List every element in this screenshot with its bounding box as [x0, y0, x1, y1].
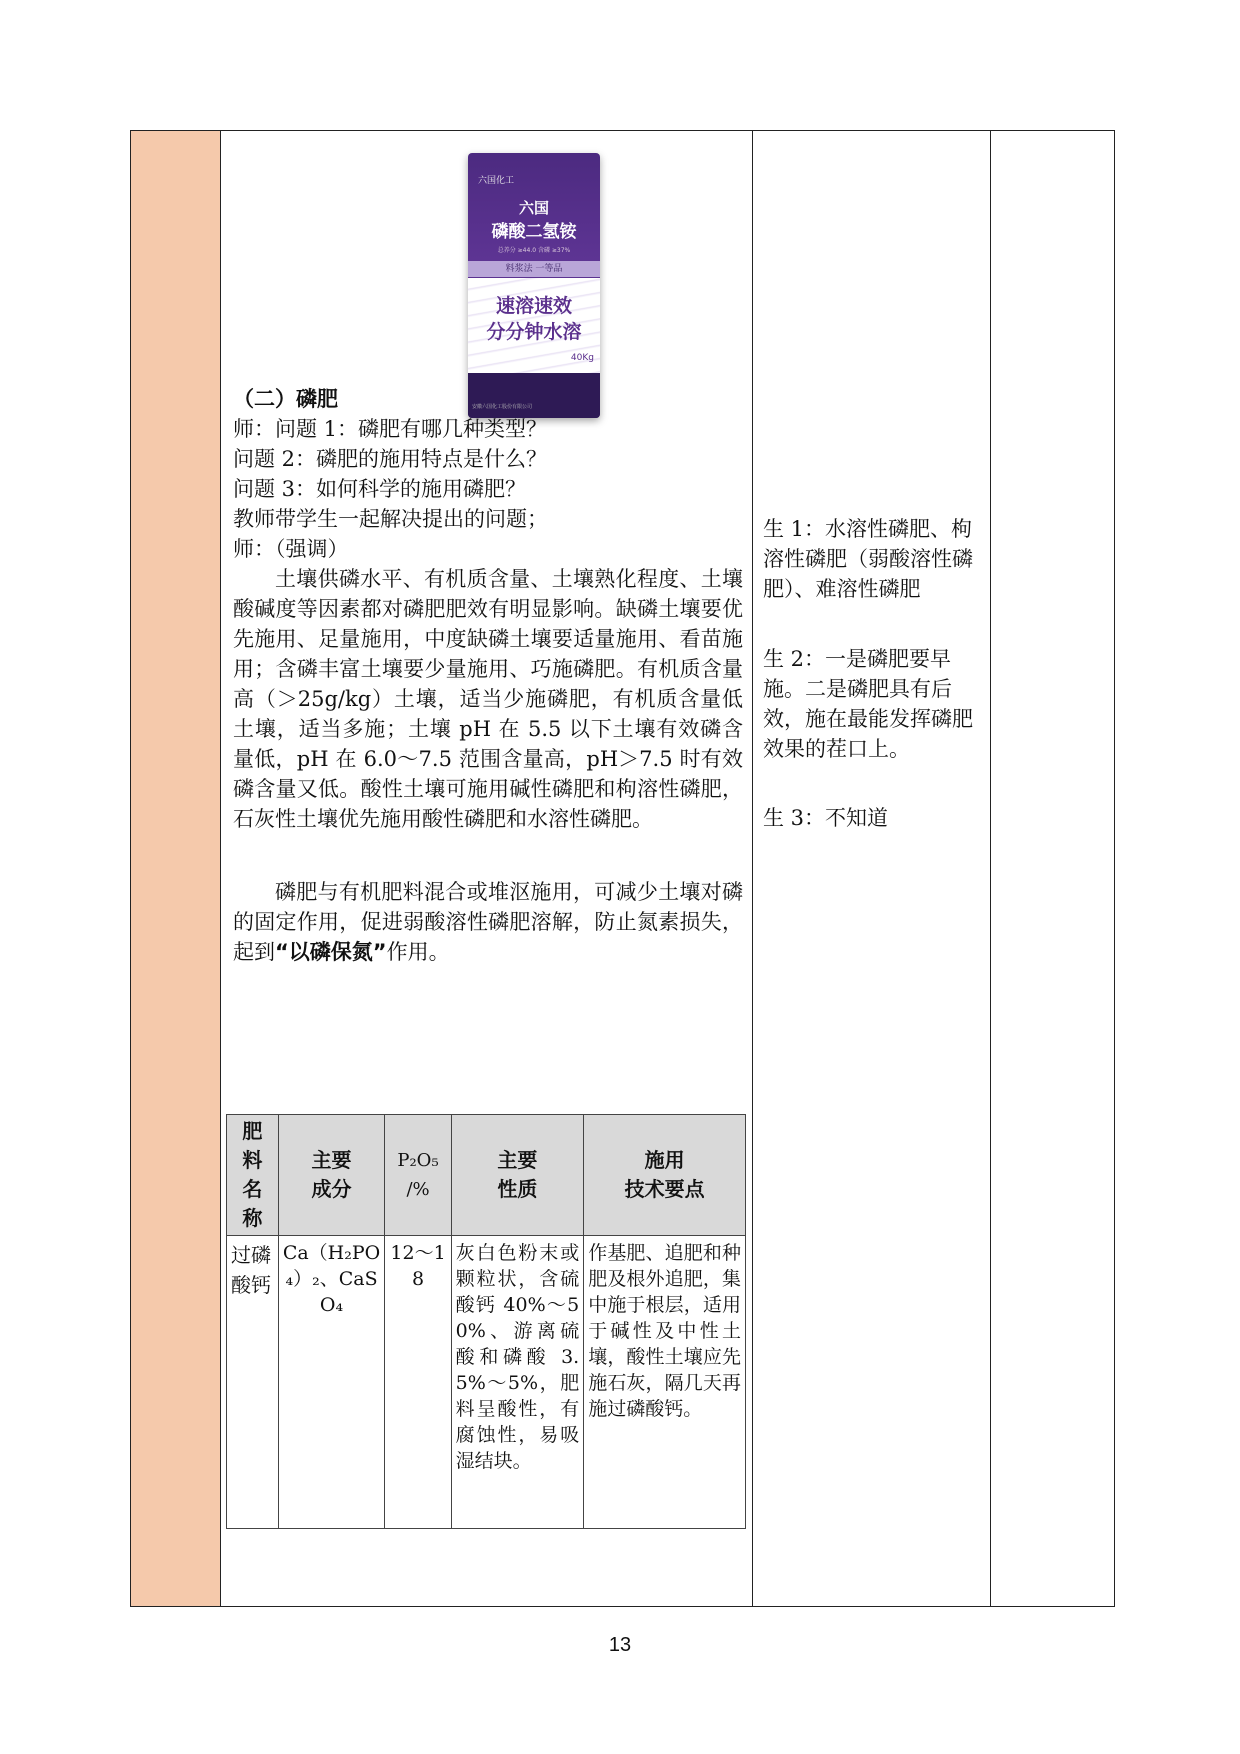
header-fertilizer-name: 肥 料 名 称: [227, 1115, 279, 1236]
emphasis-paragraph-2: [233, 877, 743, 967]
side-color-column: [131, 131, 221, 1606]
question-2: 问题 2：磷肥的施用特点是什么？: [233, 447, 548, 471]
fertilizer-table: [226, 1114, 746, 1529]
header-main-property: 主要 性质: [451, 1115, 584, 1236]
cell-name: 过磷酸钙: [227, 1236, 279, 1529]
question-1: 师：问题 1：磷肥有哪几种类型？: [233, 417, 548, 441]
package-weight: 40Kg: [570, 353, 594, 363]
section-heading: （二）磷肥: [233, 387, 338, 411]
package-brand: 六国: [518, 199, 549, 217]
teacher-activity-column: [221, 131, 753, 1606]
para2-emphasis: “以磷保氮”: [275, 940, 387, 964]
question-3: 问题 3：如何科学的施用磷肥？: [233, 477, 527, 501]
header-main-component: 主要 成分: [278, 1115, 385, 1236]
package-spec: 总养分 ≥44.0 含磷 ≥37%: [497, 247, 571, 254]
cell-technique: 作基肥、追肥和种肥及根外追肥，集中施于根层，适用于碱性及中性土壤，酸性土壤应先施石灰，隔几天再施过磷酸钙。: [584, 1236, 746, 1529]
header-technique: 施用 技术要点: [584, 1115, 746, 1236]
teacher-lead: 教师带学生一起解决提出的问题；: [233, 507, 548, 531]
teacher-emphasis-label: 师：（强调）: [233, 537, 349, 561]
para2-tail: 作用。: [386, 940, 450, 964]
design-intent-column: [991, 131, 1114, 1606]
cell-component: Ca（H₂PO₄）₂、CaSO₄: [278, 1236, 385, 1529]
page-number: 13: [608, 1634, 632, 1656]
package-slogan-2: 分分钟水溶: [486, 321, 582, 343]
table-row: [227, 1236, 746, 1529]
cell-p2o5: 12～18: [385, 1236, 451, 1529]
student-activity-column: [753, 131, 991, 1606]
para2-text: 磷肥与有机肥料混合或堆沤施用，可减少土壤对磷的固定作用，促进弱酸溶性磷肥溶解，防止氮素损失，起到: [233, 880, 743, 964]
header-p2o5: P₂O₅ /%: [385, 1115, 451, 1236]
student-answer-1: 生 1：水溶性磷肥、枸溶性磷肥（弱酸溶性磷肥）、难溶性磷肥: [763, 517, 973, 601]
fertilizer-package-image: [468, 153, 600, 418]
package-maker: 六国化工: [478, 176, 515, 186]
package-slogan-1: 速溶速效: [495, 295, 572, 317]
emphasis-paragraph-1: 土壤供磷水平、有机质含量、土壤熟化程度、土壤酸碱度等因素都对磷肥肥效有明显影响。缺磷土壤要优先施用、足量施用，中度缺磷土壤要适量施用、看苗施用；含磷丰富土壤要少量施用、巧施磷肥。有机质含量高（＞25g/kg）土壤，适当少施磷肥，有机质含量低土壤，适当多施；土壤 pH 在 5.5 以下土壤有效磷含量低，pH 在 6.0～7.5 范围含量高，pH＞7.5 时有效磷含量又低。酸性土壤可施用碱性磷肥和枸溶性磷肥，石灰性土壤优先施用酸性磷肥和水溶性磷肥。: [233, 567, 743, 831]
student-answer-3: 生 3：不知道: [763, 806, 889, 830]
package-footer: 安徽六国化工股份有限公司: [472, 404, 533, 410]
student-answer-2: 生 2：一是磷肥要早施。二是磷肥具有后效，施在最能发挥磷肥效果的茬口上。: [763, 647, 973, 761]
package-band: 料浆法 一等品: [468, 261, 600, 277]
cell-property: 灰白色粉末或颗粒状，含硫酸钙 40%～50%、游离硫酸和磷酸 3.5%～5%，肥料呈酸性，有腐蚀性，易吸湿结块。: [451, 1236, 584, 1529]
lesson-table: [130, 130, 1115, 1607]
package-product-name: 磷酸二氢铵: [491, 222, 577, 242]
table-header-row: [227, 1115, 746, 1236]
